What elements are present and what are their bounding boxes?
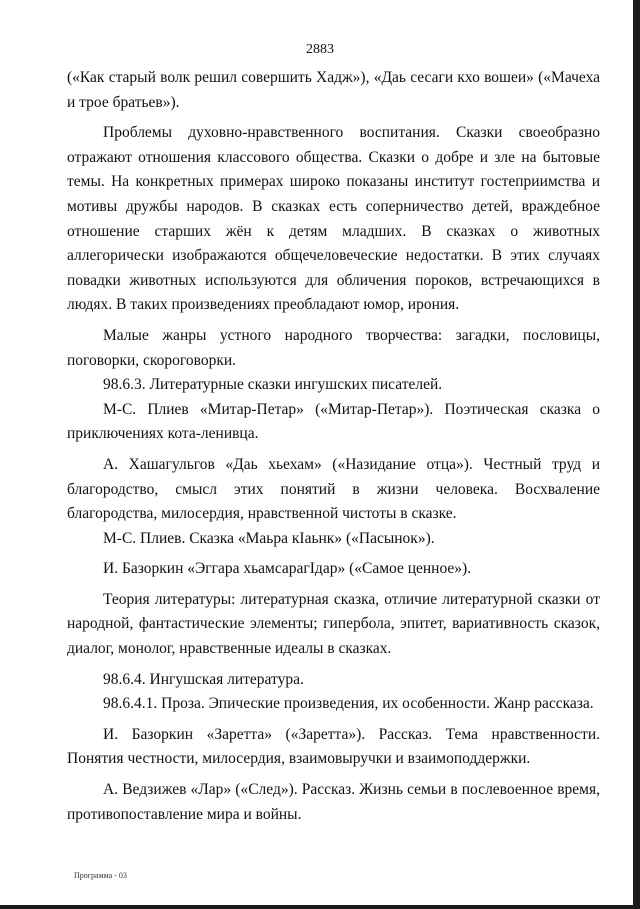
paragraph-pliev-pasynok: М-С. Плиев. Сказка «Маьра кIаьнк» («Пасынок»). bbox=[103, 529, 435, 547]
scan-border-bottom bbox=[0, 905, 640, 909]
section-heading-98-6-3: 98.6.3. Литературные сказки ингушских писателей. bbox=[103, 376, 443, 394]
paragraph-tale-titles: («Как старый волк решил совершить Хадж»), «Дaь сесаги кхо вошеи» («Мачеха и трое братьев»). bbox=[67, 69, 600, 111]
paragraph-bazorkin-zaretta: И. Базоркин «Заретта» («Заретта»). Рассказ. Тема нравственности. Понятия честности, милосердия, взаимовыручки и взаимоподдержки. bbox=[67, 725, 600, 768]
paragraph-hashagulgov: А. Хашагульгов «Даь хьехам» («Назидание отца»). Честный труд и благородство, смысл этих понятий в жизни человека. Восхваление благородства, милосердия, нравственной чистоты в сказке. bbox=[67, 455, 600, 523]
paragraph-pliev-mitar-petar: М-С. Плиев «Митар-Петар» («Митар-Петар»). Поэтическая сказка о приключениях кота-ленивца. bbox=[67, 400, 600, 443]
paragraph-literary-theory: Теория литературы: литературная сказка, отличие литературной сказки от народной, фантастические элементы; гипербола, эпитет, вариативность сказок, диалог, монолог, нравственные идеалы в сказках. bbox=[67, 590, 600, 658]
paragraph-moral-education: Проблемы духовно-нравственного воспитания. Сказки своеобразно отражают отношения классового общества. Сказки о добре и зле на бытовые темы. На конкретных примерах широко показаны институт гостеприимства и мотивы дружбы народов. В сказках есть соперничество детей, враждебное отношение старших жён к детям младших. В сказках о животных аллегорически изображаются общечеловеческие недостатки. В этих случаях повадки животных используются для обличения пороков, встречающихся в людях. В таких произведениях преобладают юмор, ирония. bbox=[67, 124, 600, 314]
section-heading-98-6-4-1: 98.6.4.1. Проза. Эпические произведения, их особенности. Жанр рассказа. bbox=[103, 695, 594, 713]
section-heading-98-6-4: 98.6.4. Ингушская литература. bbox=[103, 670, 304, 688]
page-body bbox=[67, 66, 600, 827]
paragraph-bazorkin-samoe-cennoe: И. Базоркин «Эггара хьамсарагIдар» («Самое ценное»). bbox=[103, 560, 472, 578]
scan-border-right bbox=[633, 0, 640, 909]
page-number: 2883 bbox=[306, 42, 334, 57]
paragraph-vedzizhev-lar: А. Ведзижев «Лар» («След»). Рассказ. Жизнь семьи в послевоенное время, противопоставление мира и войны. bbox=[67, 781, 600, 823]
paragraph-small-genres: Малые жанры устного народного творчества: загадки, пословицы, поговорки, скороговорки. bbox=[67, 326, 600, 369]
footer-program-label: Программа - 03 bbox=[74, 871, 127, 880]
